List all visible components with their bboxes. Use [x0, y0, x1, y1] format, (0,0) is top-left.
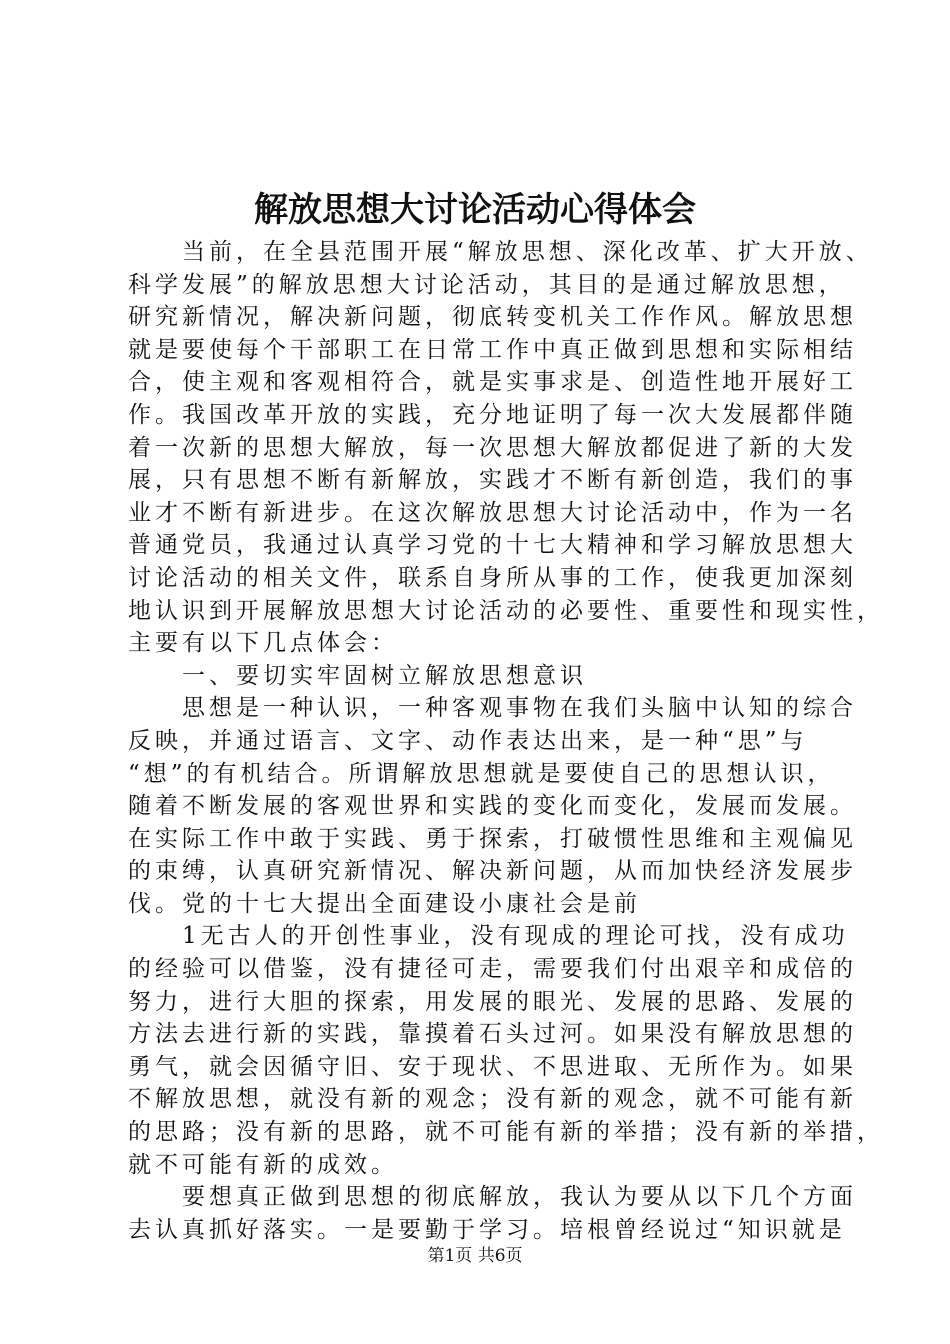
document-title: 解放思想大讨论活动心得体会 — [254, 190, 696, 230]
text-line: 讨论活动的相关文件，联系自身所从事的工作，使我更加深刻 — [128, 564, 857, 591]
text-line: 的经验可以借鉴，没有捷径可走，需要我们付出艰辛和成倍的 — [128, 956, 857, 983]
text-line: 思想是一种认识，一种客观事物在我们头脑中认知的综合 — [182, 695, 857, 722]
text-line: 一、要切实牢固树立解放思想意识 — [182, 662, 587, 689]
text-line: 不解放思想，就没有新的观念；没有新的观念，就不可能有新 — [128, 1086, 857, 1113]
text-line: 着一次新的思想大解放，每一次思想大解放都促进了新的大发 — [128, 434, 857, 461]
text-line: 普通党员，我通过认真学习党的十七大精神和学习解放思想大 — [128, 532, 857, 559]
text-line: 方法去进行新的实践，靠摸着石头过河。如果没有解放思想的 — [128, 1021, 857, 1048]
text-line: 当前，在全县范围开展“解放思想、深化改革、扩大开放、 — [182, 239, 873, 265]
text-line: 合，使主观和客观相符合，就是实事求是、创造性地开展好工 — [128, 369, 857, 396]
text-line: 要想真正做到思想的彻底解放，我认为要从以下几个方面 — [182, 1184, 857, 1211]
text-line: 展，只有思想不断有新解放，实践才不断有新创造，我们的事 — [128, 467, 857, 494]
text-line: “想”的有机结合。所谓解放思想就是要使自己的思想认识， — [128, 760, 835, 787]
text-line: 去认真抓好落实。一是要勤于学习。培根曾经说过“知识就是 — [128, 1216, 846, 1243]
text-line: 的束缚，认真研究新情况、解决新问题，从而加快经济发展步 — [128, 858, 857, 885]
text-line: 勇气，就会因循守旧、安于现状、不思进取、无所作为。如果 — [128, 1053, 857, 1080]
text-line: 作。我国改革开放的实践，充分地证明了每一次大发展都伴随 — [128, 401, 857, 428]
text-line: 在实际工作中敢于实践、勇于探索，打破惯性思维和主观偏见 — [128, 825, 857, 852]
text-line: 业才不断有新进步。在这次解放思想大讨论活动中，作为一名 — [128, 499, 857, 526]
text-line: 伐。党的十七大提出全面建设小康社会是前 — [128, 890, 641, 917]
text-line: 主要有以下几点体会： — [128, 630, 398, 657]
text-line: 就是要使每个干部职工在日常工作中真正做到思想和实际相结 — [128, 336, 857, 363]
text-line: 1无古人的开创性事业，没有现成的理论可找，没有成功 — [182, 923, 849, 950]
text-line: 的思路；没有新的思路，就不可能有新的举措；没有新的举措， — [128, 1119, 884, 1146]
text-line: 努力，进行大胆的探索，用发展的眼光、发展的思路、发展的 — [128, 988, 857, 1015]
text-line: 研究新情况，解决新问题，彻底转变机关工作作风。解放思想 — [128, 304, 857, 331]
text-line: 地认识到开展解放思想大讨论活动的必要性、重要性和现实性， — [128, 597, 884, 624]
text-line: 随着不断发展的客观世界和实践的变化而变化，发展而发展。 — [128, 793, 857, 820]
text-line: 反映，并通过语言、文字、动作表达出来，是一种“思”与 — [128, 727, 808, 754]
page-footer: 第1页 共6页 — [427, 1246, 523, 1266]
text-line: 就不可能有新的成效。 — [128, 1151, 398, 1178]
text-line: 科学发展”的解放思想大讨论活动，其目的是通过解放思想， — [128, 271, 846, 298]
document-body — [128, 236, 884, 1246]
